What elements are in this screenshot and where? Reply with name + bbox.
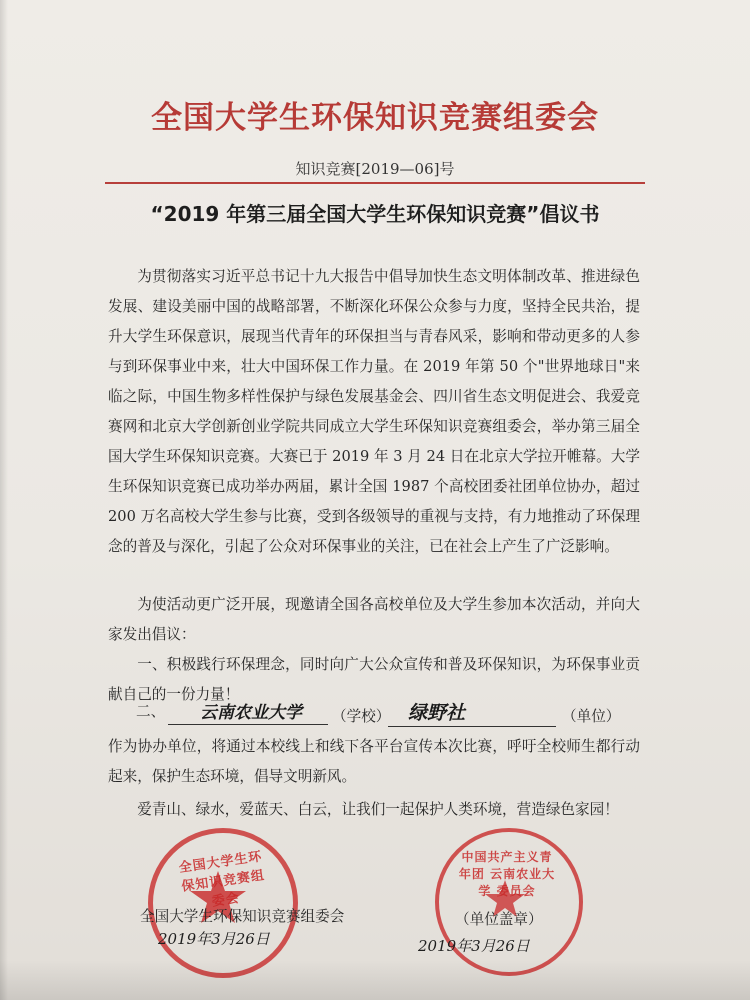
page-shadow-bottom xyxy=(0,960,750,1000)
red-divider xyxy=(105,182,645,184)
unit-label: （单位） xyxy=(562,708,621,725)
initiative-item-2-rest: 作为协办单位，将通过本校线上和线下各平台宣传本次比赛，呼吁全校师生都行动起来，保护生态环境，倡导文明新风。 xyxy=(108,738,640,785)
right-signature-date: 2019年3月26日 xyxy=(418,937,530,955)
paragraph-invitation: 为使活动更广泛开展，现邀请全国各高校单位及大学生参加本次活动，并向大家发出倡议： xyxy=(108,596,640,643)
paragraph-intro: 为贯彻落实习近平总书记十九大报告中倡导加快生态文明体制改革、推进绿色发展、建设美丽中国的战略部署，不断深化环保公众参与力度，坚持全民共治，提升大学生环保意识，展现当代青年的环保担当与青春风采，影响和带动更多的人参与到环保事业中来，壮大中国环保工作力量。在 2019 年第 50 个"世界地球日"来临之际，中国生物多样性保护与绿色发展基金会、四川省生态文明促进会、我爱竞赛网和北京大学创新创业学院共同成立大学生环保知识竞赛组委会，举办第三届全国大学生环保知识竞赛。大赛已于 2019 年 3 月 24 日在北京大学拉开帷幕。大学生环保知识竞赛已成功举办两届，累计全国 1987 个高校团委社团单位协办，超过 200 万名高校大学生参与比赛，受到各级领导的重视与支持，有力地推动了环保理念的普及与深化，引起了公众对环保事业的关注，已在社会上产生了广泛影响。 xyxy=(108,268,640,555)
page-shadow-left xyxy=(0,0,8,1000)
handwritten-club: 绿野社 xyxy=(408,702,466,724)
left-signature-date: 2019年3月26日 xyxy=(158,930,270,948)
handwritten-school: 云南农业大学 xyxy=(200,703,302,723)
document-title: “2019 年第三届全国大学生环保知识竞赛”倡议书 xyxy=(150,202,600,226)
item-2-prefix: 二、 xyxy=(136,703,166,720)
closing-slogan: 爱青山、绿水，爱蓝天、白云，让我们一起保护人类环境，营造绿色家园！ xyxy=(137,801,619,818)
document-number: 知识竞赛[2019—06]号 xyxy=(295,160,455,178)
seal-text-right: 中国共产主义青年团 云南农业大学 委员会 xyxy=(458,850,556,898)
school-label: （学校） xyxy=(332,708,391,725)
right-seal-note: （单位盖章） xyxy=(455,911,543,928)
organization-title: 全国大学生环保知识竞赛组委会 xyxy=(151,100,599,136)
organizing-committee-seal xyxy=(148,828,298,978)
seal-text-left: 全国大学生环保知识竞赛组委会 xyxy=(177,849,266,910)
initiative-item-1: 一、积极践行环保理念，同时向广大公众宣传和普及环保知识，为环保事业贡献自己的一份力量！ xyxy=(108,656,640,703)
left-signature-org: 全国大学生环保知识竞赛组委会 xyxy=(140,908,345,925)
